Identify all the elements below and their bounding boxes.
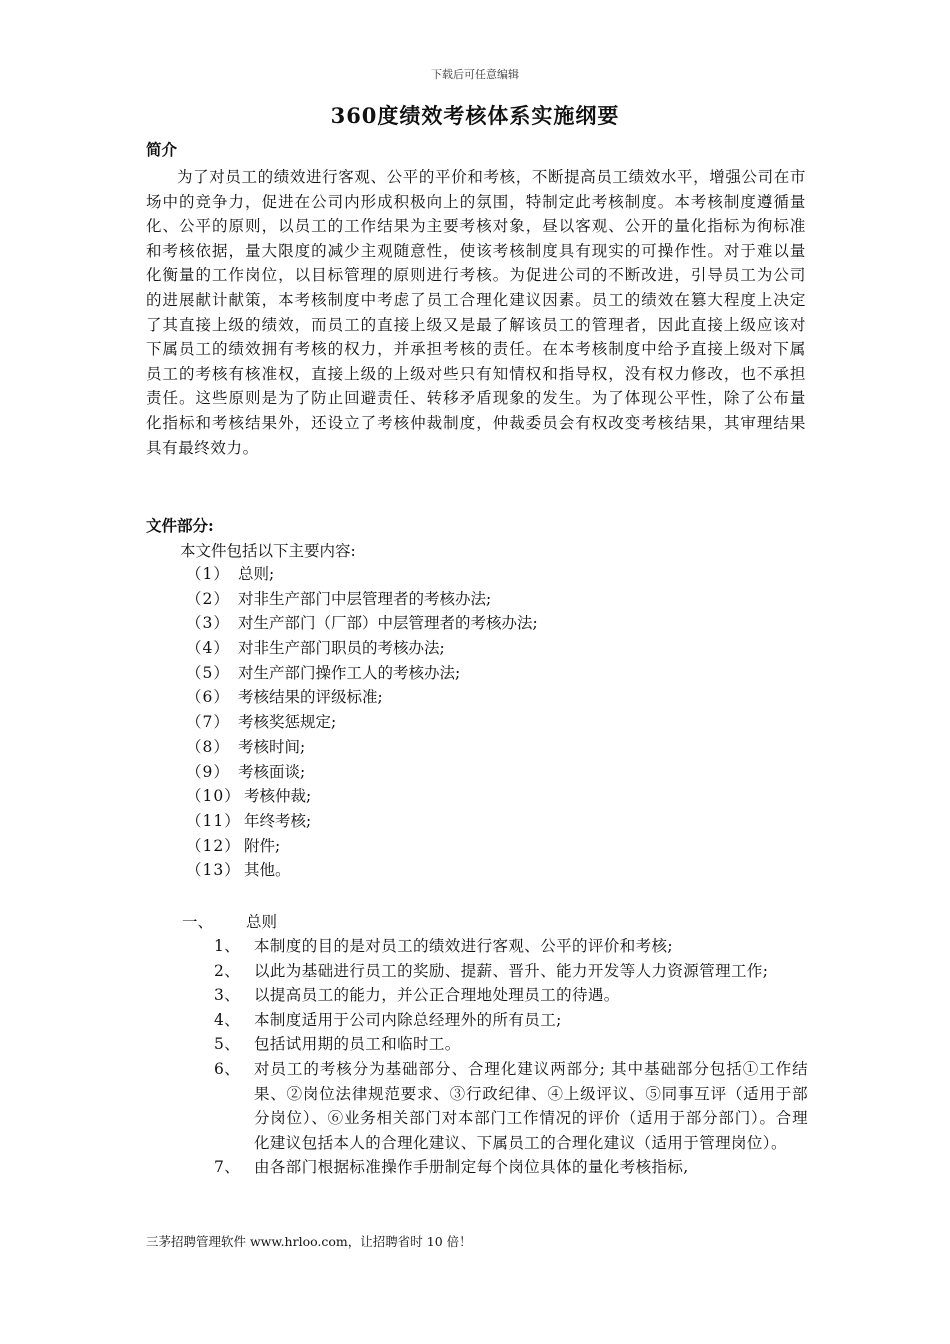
intro-heading: 简介 [146,140,178,159]
rule-item [214,1057,808,1155]
list-item [186,834,538,859]
rule-item [214,1008,808,1033]
list-item [186,784,538,809]
rule-text: 由各部门根据标准操作手册制定每个岗位具体的量化考核指标, [254,1158,689,1177]
list-item-number: （2） [186,589,230,608]
list-item-text: 考核奖惩规定; [238,713,337,732]
footer-note: 三茅招聘管理软件 www.hrloo.com，让招聘省时 10 倍！ [146,1234,472,1249]
header-note: 下载后可任意编辑 [431,68,519,81]
list-item-text: 对生产部门（厂部）中层管理者的考核办法; [238,614,538,633]
chapter-title: 总则 [246,913,278,931]
list-item-text: 考核面谈; [238,762,306,781]
rule-text: 本制度的目的是对员工的绩效进行客观、公平的评价和考核; [254,937,674,955]
list-item [186,661,538,686]
document-title: 360度绩效考核体系实施纲要 [330,103,620,128]
rule-item [214,959,808,984]
list-item-text: 对非生产部门中层管理者的考核办法; [238,589,492,608]
list-item [186,858,538,883]
list-item [186,611,538,636]
list-item-number: （10） [186,787,241,806]
rule-text: 以此为基础进行员工的奖励、提薪、晋升、能力开发等人力资源管理工作; [254,961,769,980]
contents-list [186,562,538,883]
list-item-text: 对非生产部门职员的考核办法; [238,639,445,658]
rule-number: 4、 [214,1010,241,1029]
list-item [186,760,538,785]
rule-text: 包括试用期的员工和临时工。 [254,1035,461,1054]
list-item-text: 年终考核; [244,811,312,830]
rule-item [214,1032,808,1057]
list-item-text: 对生产部门操作工人的考核办法; [238,663,461,682]
rule-number: 7、 [214,1158,241,1177]
intro-paragraph: 为了对员工的绩效进行客观、公平的平价和考核，不断提高员工绩效水平，增强公司在市场中的竞争力，促进在公司内形成积极向上的氛围，特制定此考核制度。本考核制度遵循量化、公平的原则，以员工的工作结果为主要考核对象，昼以客观、公开的量化指标为徇标准和考核依据，量大限度的减少主观随意性，使该考核制度具有现实的可操作性。对于难以量化衡量的工作岗位，以目标管理的原则进行考核。为促进公司的不断改进，引导员工为公司的进展献计献策，本考核制度中考虑了员工合理化建议因素。员工的绩效在篡大程度上决定了其直接上级的绩效，而员工的直接上级又是最了解该员工的管理者，因此直接上级应该对下属员工的绩效拥有考核的权力，并承担考核的责任。在本考核制度中给予直接上级对下属员工的考核有核准权，直接上级的上级对些只有知情权和指导权，没有权力修改，也不承担责任。这些原则是为了防止回避责任、转移矛盾现象的发生。为了体现公平性，除了公布量化指标和考核结果外，还设立了考核仲裁制度，仲裁委员会有权改变考核结果，其审理结果具有最终效力。 [146,168,806,457]
rule-item [214,1155,808,1180]
list-item-text: 其他。 [244,861,291,880]
list-item [186,636,538,661]
list-item-text: 考核时间; [238,737,306,756]
chapter-heading [182,910,277,932]
rule-number: 6、 [214,1059,241,1078]
list-item [186,587,538,612]
list-item-text: 附件; [244,836,281,855]
list-item-text: 考核结果的评级标准; [238,688,383,707]
rule-text: 以提高员工的能力，并公正合理地处理员工的待遇。 [254,986,620,1005]
list-item-number: （5） [186,663,230,682]
list-item [186,710,538,735]
list-item [186,685,538,710]
list-item-text: 总则; [238,565,275,583]
files-lead: 本文件包括以下主要内容: [180,542,356,560]
files-heading: 文件部分: [146,516,214,535]
rules-list [214,934,808,1180]
list-item-number: （7） [186,713,230,732]
list-item-text: 考核仲裁; [244,787,312,806]
rule-number: 1、 [214,937,241,955]
list-item-number: （9） [186,762,230,781]
list-item [186,735,538,760]
list-item-number: （11） [186,811,241,830]
rule-text: 对员工的考核分为基础部分、合理化建议两部分; 其中基础部分包括①工作结果、②岗位法律规范要求、③行政纪律、④上级评议、⑤同事互评（适用于部分岗位）、⑥业务相关部门对本部门工作情况的评价（适用于部分部门）。合理化建议包括本人的合理化建议、下属员工的合理化建议（适用于管理岗位）。 [254,1059,808,1152]
chapter-number: 一、 [182,913,214,931]
list-item [186,809,538,834]
rule-item [214,934,808,959]
rule-number: 2、 [214,961,241,980]
rule-number: 5、 [214,1035,241,1054]
rule-text: 本制度适用于公司内除总经理外的所有员工; [254,1010,562,1029]
list-item-number: （8） [186,737,230,756]
list-item-number: （4） [186,639,230,658]
list-item [186,562,538,587]
list-item-number: （12） [186,836,241,855]
rule-number: 3、 [214,986,241,1005]
list-item-number: （3） [186,614,230,633]
list-item-number: （6） [186,688,230,707]
list-item-number: （13） [186,861,241,880]
list-item-number: （1） [186,565,230,583]
rule-item [214,983,808,1008]
